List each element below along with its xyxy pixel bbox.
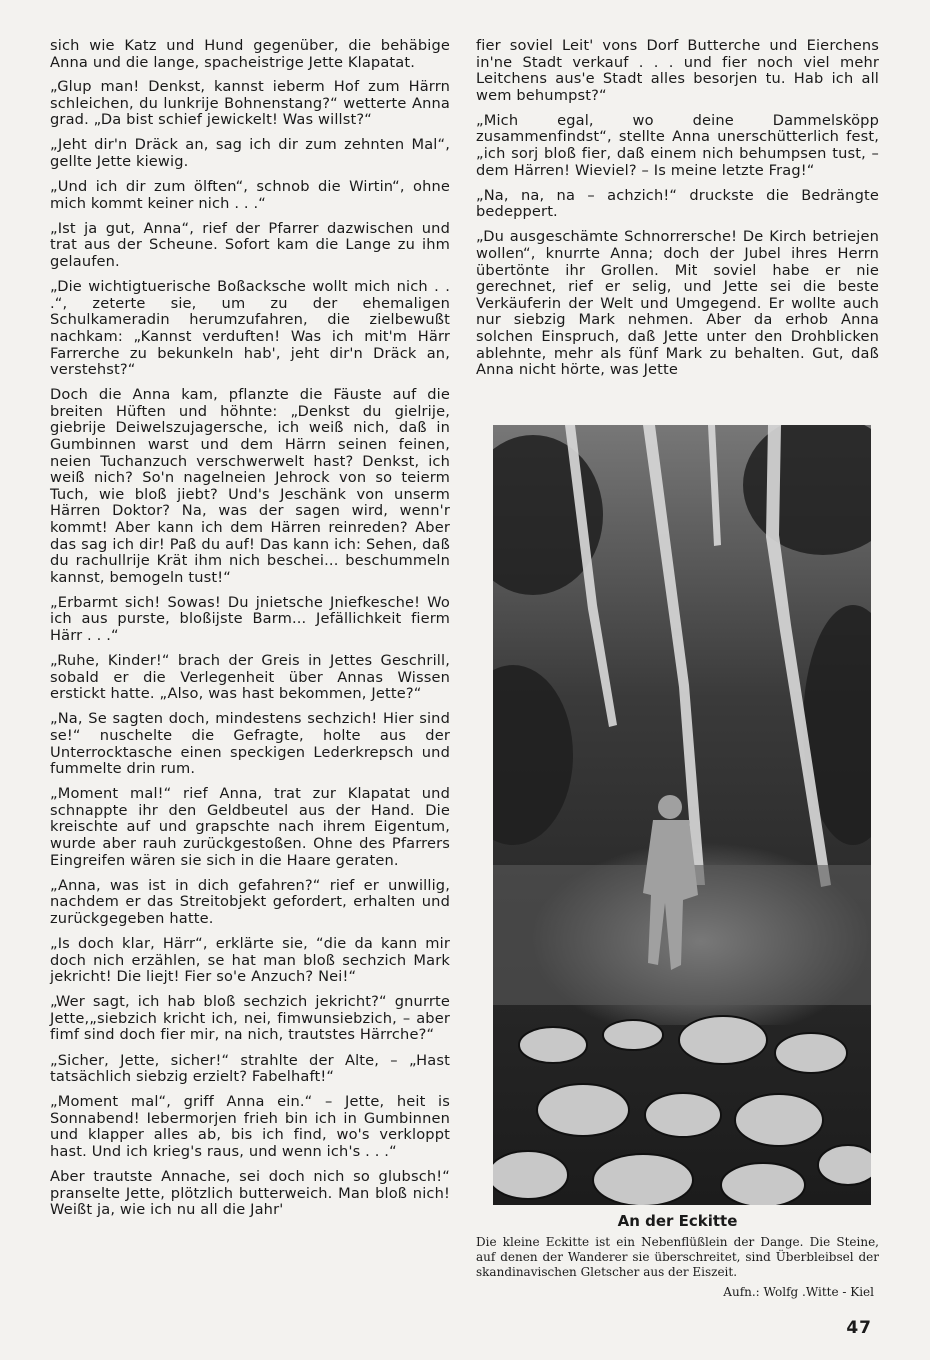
paragraph: „Moment mal!“ rief Anna, trat zur Klapatat und schnappte ihr den Geldbeutel aus der Hand. Die kreischte auf und grapschte nach ihrem Eigentum, wurde aber rauh zurückgestoßen. Ohne des Pfarrers Eingreifen wären sie sich in die Haare geraten.: [50, 785, 450, 869]
paragraph: „Is doch klar, Härr“, erklärte sie, “die da kann mir doch nich erzählen, se hat man bloß sechzich Mark jekricht! Die liejt! Fier so'e Anzuch? Nei!“: [50, 935, 450, 986]
paragraph: „Na, na, na – achzich!“ druckste die Bedrängte bedeppert.: [476, 186, 879, 221]
paragraph: „Und ich dir zum ölften“, schnob die Wirtin“, ohne mich kommt keiner nich . . .“: [50, 178, 450, 212]
paragraph: sich wie Katz und Hund gegenüber, die behäbige Anna und die lange, spacheistrige Jette Klapatat.: [50, 37, 450, 71]
paragraph: „Die wichtigtuerische Boßacksche wollt mich nich . . .“, zeterte sie, um zu der ehemaligen Schulkameradin herumzufahren, die zielbewußt nachkam: „Kannst verduften! Was ich mit'm Härr Farrerche zu bekunkeln hab', jeht dir'n Dräck an, verstehst?“: [50, 278, 450, 379]
paragraph: Doch die Anna kam, pflanzte die Fäuste auf die breiten Hüften und höhnte: „Denkst du gielrije, giebrije Deiwelszujagersche, ich weiß nich, daß in Gumbinnen warst und dem Härrn seinen feinen, neien Tuchanzuch verschwerwelt hast? Denkst, ich weiß nich? So'n nagelneien Jehrock von so teierm Tuch, wie bloß jiebt? Und's Jeschänk von unserm Härren Doktor? Na, was der sagen wird, wenn'r kommt! Aber kann ich dem Härren reinreden? Aber das sag ich dir! Paß du auf! Das kann ich: Sehen, daß du rachullrije Krät ihm nich beschei... beschummeln kannst, bemogeln tust!“: [50, 386, 450, 586]
paragraph: „Ist ja gut, Anna“, rief der Pfarrer dazwischen und trat aus der Scheune. Sofort kam die Lange zu ihm gelaufen.: [50, 219, 450, 271]
paragraph: „Sicher, Jette, sicher!“ strahlte der Alte, – „Hast tatsächlich siebzig erzielt? Fabelhaft!“: [50, 1051, 450, 1086]
photo-caption-text: Die kleine Eckitte ist ein Nebenflüßlein der Dange. Die Steine, auf denen der Wanderer sie überschreitet, sind Überbleibsel der skandinavischen Gletscher aus der Eiszeit.: [476, 1235, 879, 1279]
paragraph: „Mich egal, wo deine Dammelsköpp zusammenfindst“, stellte Anna unerschütterlich fest, „ich sorj bloß fier, daß einem nich behumpsen tust, – dem Härren! Wieviel? – Is meine letzte Frag!“: [476, 111, 879, 179]
photo-credit: Aufn.: Wolfg .Witte - Kiel: [723, 1285, 874, 1299]
paragraph: „Erbarmt sich! Sowas! Du jnietsche Jniefkesche! Wo ich aus purste, bloßijste Barm... Jefällichkeit fierm Härr . . .“: [50, 593, 450, 644]
paragraph: „Glup man! Denkst, kannst ieberm Hof zum Härrn schleichen, du lunkrije Bohnenstang?“ wetterte Anna grad. „Da bist schief jewickelt! Was willst?“: [50, 78, 450, 129]
paragraph: „Jeht dir'n Dräck an, sag ich dir zum zehnten Mal“, gellte Jette kiewig.: [50, 136, 450, 171]
left-text-column: [50, 38, 450, 1227]
paragraph: „Ruhe, Kinder!“ brach der Greis in Jettes Geschrill, sobald er die Verlegenheit über Annas Wissen erstickt hatte. „Also, was hast bekommen, Jette?“: [50, 652, 450, 703]
paragraph: „Na, Se sagten doch, mindestens sechzich! Hier sind se!“ nuschelte die Gefragte, holte aus der Unterrocktasche einen speckigen Lederkrepsch und fummelte drin rum.: [50, 710, 450, 778]
paragraph: fier soviel Leit' vons Dorf Butterche und Eierchens in'ne Stadt verkauf . . . und fier noch viel mehr Leitchens aus'e Stadt alles besorjen tu. Hab ich all wem behumpst?“: [476, 37, 879, 104]
paragraph: „Anna, was ist in dich gefahren?“ rief er unwillig, nachdem er das Streitobjekt gefordert, erhalten und zurückgegeben hatte.: [50, 876, 450, 927]
right-text-column: [476, 38, 879, 387]
paragraph: „Wer sagt, ich hab bloß sechzich jekricht?“ gnurrte Jette,„siebzich kricht ich, nei, fimwunsiebzich, – aber fimf sind doch fier mir, na nich, trautstes Härrche?“: [50, 993, 450, 1044]
forest-stream-photo: [493, 425, 871, 1205]
page-number: 47: [846, 1318, 872, 1338]
photo-caption-title: An der Eckitte: [617, 1212, 738, 1230]
paragraph: „Du ausgeschämte Schnorrersche! De Kirch betriejen wollen“, knurrte Anna; doch der Jubel ihres Herrn übertönte ihr Grollen. Mit soviel habe er nie gerechnet, rief er selig, und Jette sei die beste Verkäuferin der Welt und Umgegend. Er wollte auch nur siebzig Mark nehmen. Aber da erhob Anna solchen Einspruch, daß Jette unter den Drohblicken ablehnte, mehr als fünf Mark zu behalten. Gut, daß Anna nicht hörte, was Jette: [476, 228, 879, 379]
paragraph: Aber trautste Annache, sei doch nich so glubsch!“ pranselte Jette, plötzlich butterweich. Man bloß nich! Weißt ja, wie ich nu all die Jahr': [50, 1168, 450, 1219]
paragraph: „Moment mal“, griff Anna ein.“ – Jette, heit is Sonnabend! Iebermorjen frieh bin ich in Gumbinnen und klapper alles ab, bis ich find, wo's verkloppt hast. Und ich krieg's raus, und wenn ich's . . .“: [50, 1093, 450, 1161]
